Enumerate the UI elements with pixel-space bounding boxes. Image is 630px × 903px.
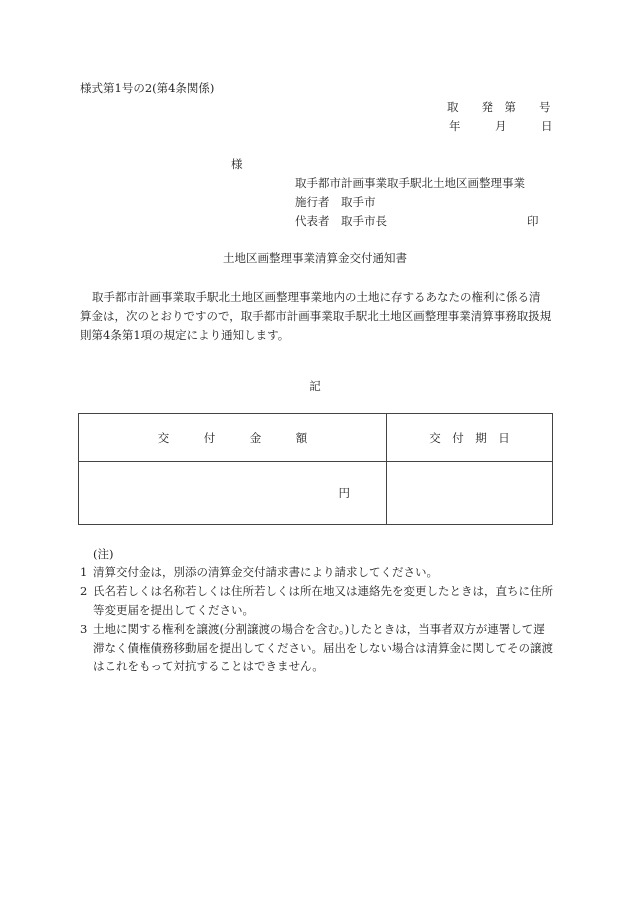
amount-cell [79,462,387,525]
note-item: 2 氏名若しくは名称若しくは住所若しくは所在地又は連絡先を変更したときは，直ちに住所等変更届を提出してください。 [80,584,553,617]
representative: 代表者 取手市長 [295,214,387,228]
implementer: 施行者 取手市 [295,195,376,209]
body-line-2: 算金は，次のとおりですので，取手都市計画事業取手駅北土地区画整理事業清算事務取扱規 [80,309,552,323]
issue-number: 取 発 第 号 [447,100,551,114]
form-number: 様式第1号の2(第4条関係) [80,81,215,95]
date-cell [387,462,553,525]
addressee-suffix: 様 [231,157,243,171]
note-item: 3 土地に関する権利を譲渡(分割譲渡の場合を含む。)したときは，当事者双方が連署して遅滞なく債権債務移動届を提出してください。届出をしない場合は清算金に関してその譲渡はこれをもって対抗することはできません。 [80,622,553,673]
date-header: 交 付 期 日 [387,414,553,462]
amount-header: 交 付 金 額 [79,414,387,462]
body-line-1: 取手都市計画事業取手駅北土地区画整理事業地内の土地に存するあなたの権利に係る清 [92,290,541,304]
payment-table [78,413,553,525]
yen-unit: 円 [338,486,350,500]
body-line-3: 則第4条第1項の規定により通知します。 [80,328,290,342]
notes-heading: (注) [93,547,114,561]
document-title: 土地区画整理事業清算金交付通知書 [223,251,407,265]
project-name: 取手都市計画事業取手駅北土地区画整理事業 [295,176,525,190]
ki-heading: 記 [309,379,321,393]
issue-date: 年 月 日 [449,119,553,133]
note-item: 1 清算交付金は，別添の清算金交付請求書により請求してください。 [80,565,438,579]
seal-mark: 印 [527,214,539,228]
